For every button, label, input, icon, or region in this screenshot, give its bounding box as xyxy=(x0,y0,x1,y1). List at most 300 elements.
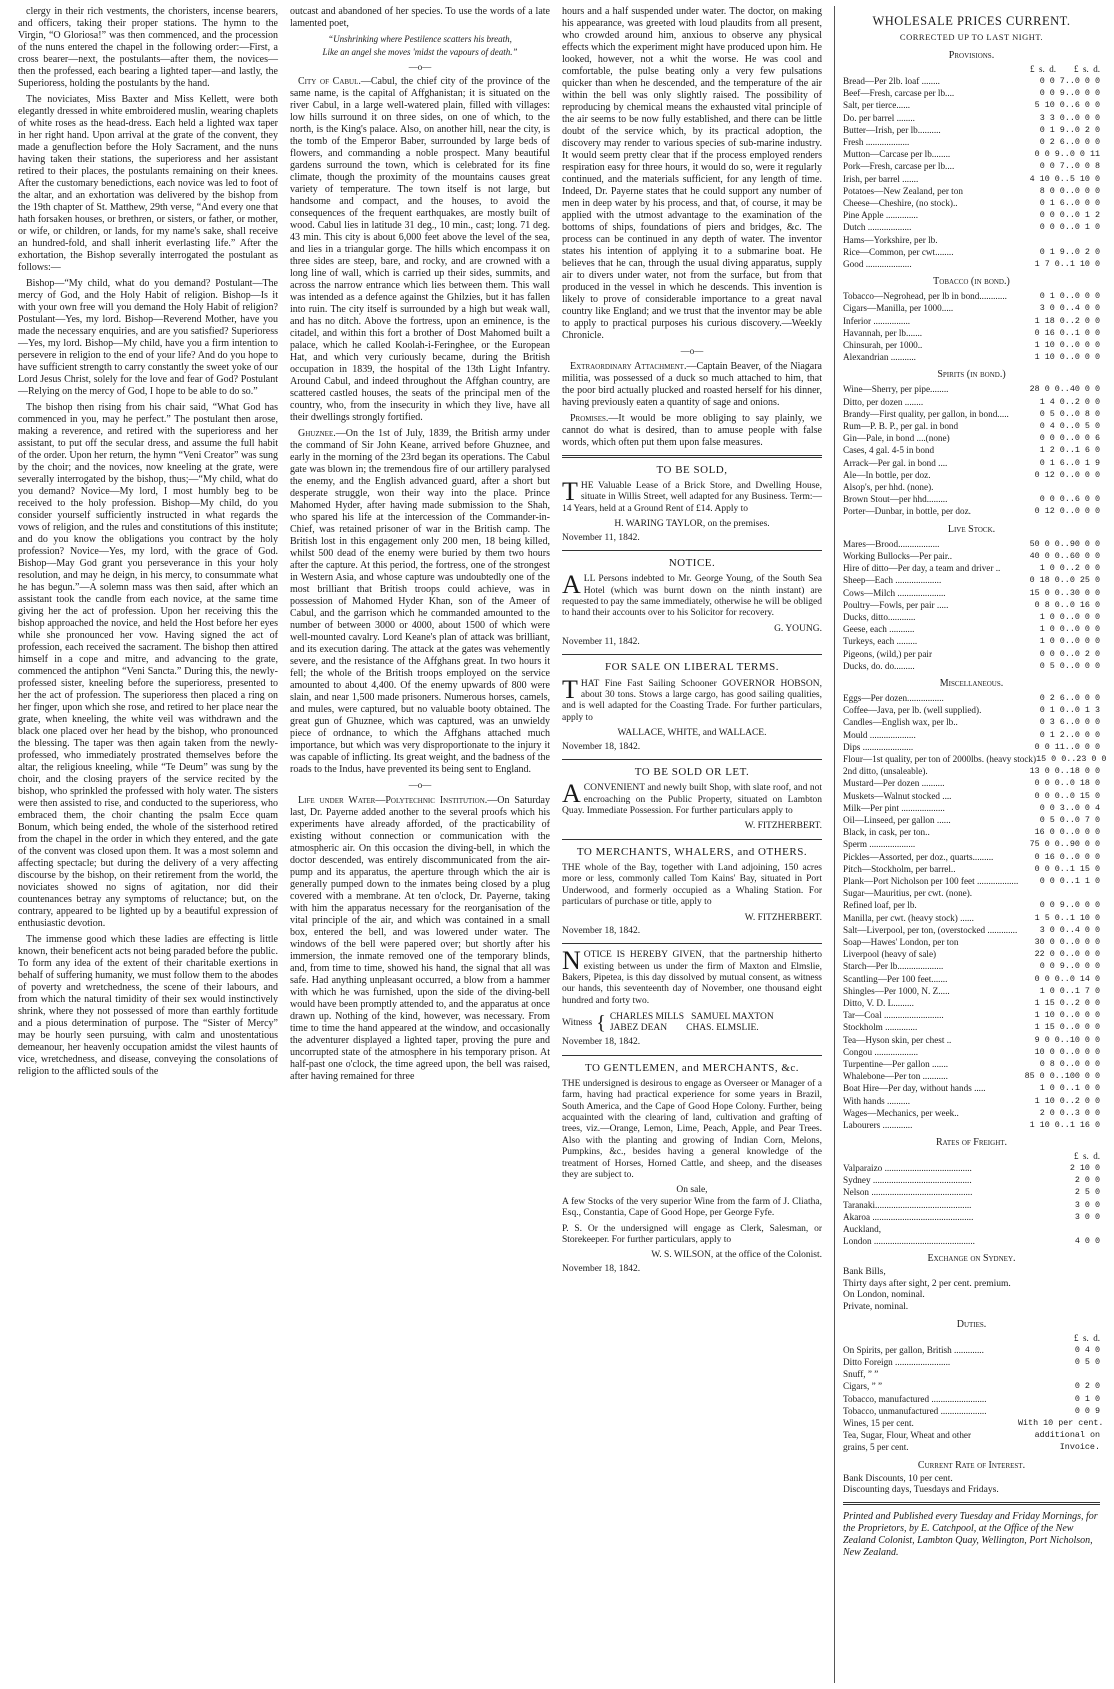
price-label: Tobacco—Negrohead, per lb in bond............ xyxy=(843,291,1007,302)
price-value: 1 0 0..0 0 0 xyxy=(1039,636,1100,647)
price-value: 1 10 0..1 16 0 xyxy=(1029,1120,1100,1131)
witness-names xyxy=(610,1012,774,1035)
text-line: Bank Bills, xyxy=(843,1267,886,1278)
price-row xyxy=(843,383,1100,395)
advert-title: TO GENTLEMEN, and MERCHANTS, &c. xyxy=(584,1061,800,1074)
price-row xyxy=(843,209,1100,221)
price-value: 1 5 0..1 10 0 xyxy=(1034,912,1100,923)
price-row xyxy=(843,716,1100,728)
price-value: 0 0 9..0 0 0 xyxy=(1039,88,1100,99)
price-value xyxy=(1018,887,1100,899)
price-label: Refined loaf, per lb. xyxy=(843,900,917,911)
price-label: Tobacco, manufactured ........................ xyxy=(843,1393,987,1404)
column-1 xyxy=(18,6,278,1683)
price-value: 1 10 0..0 0 0 xyxy=(1034,1010,1100,1021)
advert-date: November 18, 1842. xyxy=(562,741,641,752)
advert-merchants-whalers xyxy=(562,846,822,938)
price-label: Ditto, V. D. L......... xyxy=(843,998,914,1008)
exchange-list xyxy=(843,1267,1100,1313)
price-value: 22 0 0..0 0 0 xyxy=(1034,949,1100,960)
price-label: Pigeons, (wild,) per pair xyxy=(843,648,933,659)
price-row xyxy=(843,1235,1100,1247)
price-row xyxy=(843,160,1100,172)
price-value: 0 1 6..0 0 0 xyxy=(1039,198,1100,209)
price-row xyxy=(843,1211,1100,1223)
price-value: 30 0 0..0 0 0 xyxy=(1034,936,1100,947)
price-row xyxy=(843,729,1100,741)
article-paragraph: Bishop—“My child, what do you demand? Postulant—The mercy of God, and the Holy Habit of religion. Bishop—Is it with your own free will you demand the Holy Habit of religion? Postulant—Yes, my lord. Bishop—Reverend Mother, have you made the necessary enquiries, and are you satisfied? Superioress—Yes, my lord. Bishop—My child, have you a firm intention to persevere in religion to the end of your life? And do you hope to have sufficient strength to carry constantly the sweet yoke of our Lord Jesus Christ, solely for the love and fear of God? Postulant—Relying on the mercy of God, I hope to be able to do so.” xyxy=(18,278,278,397)
price-value: 2 5 0 xyxy=(1074,1187,1100,1198)
price-label: Manilla, per cwt. (heavy stock) ...... xyxy=(843,912,974,923)
article-body: —Captain Beaver, of the Niagara militia, was possessed of a duck so much attached to him, that the poor bird actually plucked and roasted herself for his dinner, having previously eaten a quantity of sage and onions. xyxy=(562,360,822,408)
price-row xyxy=(843,851,1100,863)
price-label: Dips ...................... xyxy=(843,741,914,752)
price-label: Mares—Brood.................. xyxy=(843,538,940,549)
price-label: Stockholm .............. xyxy=(843,1022,918,1033)
price-label: Havannah, per lb....... xyxy=(843,327,923,338)
price-label: Pickles—Assorted, per doz., quarts......... xyxy=(843,851,994,862)
price-row xyxy=(843,863,1100,875)
price-value: 0 1 9..0 2 0 xyxy=(1039,124,1100,135)
price-row xyxy=(843,258,1100,270)
advert-for-sale xyxy=(562,661,822,753)
rule xyxy=(562,839,822,840)
price-row xyxy=(843,623,1100,635)
price-row xyxy=(843,1186,1100,1198)
price-label: Auckland, xyxy=(843,1224,882,1235)
price-value: 3 0 0..4 0 0 xyxy=(1039,303,1100,314)
price-row xyxy=(843,802,1100,814)
price-value: 0 0 0..0 1 0 xyxy=(1039,222,1100,233)
advert-signature: H. WARING TAYLOR, on the premises. xyxy=(614,519,770,530)
price-label: Taranaki.......................................... xyxy=(843,1199,972,1210)
price-value: 15 0 0..30 0 0 xyxy=(1029,587,1100,598)
price-row xyxy=(843,1223,1100,1235)
price-row xyxy=(843,136,1100,148)
price-row xyxy=(843,587,1100,599)
price-label: Plank—Port Nicholson per 100 feet .................. xyxy=(843,875,1019,886)
price-label: Cigars—Manilla, per 1000..... xyxy=(843,303,954,314)
price-value: 0 0 0..0 15 0 xyxy=(1034,790,1100,801)
price-label: Dutch ................... xyxy=(843,222,912,233)
price-value: 4 0 0 xyxy=(1074,1236,1100,1247)
price-row xyxy=(843,221,1100,233)
price-value: 2 0 0..3 0 0 xyxy=(1039,1107,1100,1118)
price-value: 0 0 0..0 14 0 xyxy=(1034,973,1100,984)
price-row xyxy=(843,648,1100,660)
price-row xyxy=(843,635,1100,647)
price-label: Candles—English wax, per lb.. xyxy=(843,717,958,728)
price-label: Pitch—Stockholm, per barrel.. xyxy=(843,863,956,874)
section-heading: Miscellaneous. xyxy=(939,677,1004,689)
advert-date: November 18, 1842. xyxy=(562,925,641,936)
currency-header: £ s. d. xyxy=(1073,1151,1100,1162)
price-row xyxy=(843,1021,1100,1033)
price-label: Eggs—Per dozen................ xyxy=(843,692,944,703)
price-value: 13 0 0..18 0 0 xyxy=(1029,766,1100,777)
price-label: Ditto, per dozen ........ xyxy=(843,396,924,407)
prices-subtitle: CORRECTED UP TO LAST NIGHT. xyxy=(899,32,1044,42)
price-value: 0 0 9..0 0 11 xyxy=(1034,149,1100,160)
price-value: 1 10 0..0 0 0 xyxy=(1034,340,1100,351)
advert-body: LL Persons indebted to Mr. George Young, of the South Sea Hotel (which was burnt down on the ninth instant) are requested to pay the same immediately, otherwise he will be obliged to hand their accounts over to his Solicitor for recovery. xyxy=(562,574,822,619)
price-label: Brown Stout—per hhd......... xyxy=(843,494,948,505)
tobacco-list xyxy=(843,290,1100,363)
price-value xyxy=(1018,1223,1100,1235)
price-row xyxy=(843,481,1100,493)
section-heading: Rates of Freight. xyxy=(935,1137,1008,1149)
drop-cap: N xyxy=(562,946,581,976)
price-row xyxy=(843,550,1100,562)
price-row xyxy=(843,75,1100,87)
price-row xyxy=(843,1119,1100,1131)
price-label: Chinsurah, per 1000.. xyxy=(843,340,923,351)
rule xyxy=(562,759,822,760)
advert-signature: W. FITZHERBERT. xyxy=(744,912,822,923)
price-row xyxy=(843,741,1100,753)
price-label: On Spirits, per gallon, British ............. xyxy=(843,1344,984,1355)
price-label: Turkeys, each ......... xyxy=(843,636,918,647)
advert-title: FOR SALE ON LIBERAL TERMS. xyxy=(604,661,780,674)
price-row xyxy=(843,87,1100,99)
price-row xyxy=(843,973,1100,985)
price-label: Turpentine—Per gallon ....... xyxy=(843,1059,949,1070)
price-value: 0 1 9..0 2 0 xyxy=(1039,246,1100,257)
price-row xyxy=(843,302,1100,314)
advert-subhead: On sale, xyxy=(676,1185,708,1196)
price-row xyxy=(843,562,1100,574)
price-row xyxy=(843,315,1100,327)
price-row xyxy=(843,396,1100,408)
advert-title: NOTICE. xyxy=(668,556,716,569)
price-row xyxy=(843,327,1100,339)
price-label: Milk—Per pint ................... xyxy=(843,802,945,813)
price-row xyxy=(843,1393,1100,1405)
price-value: 1 0 0..0 0 0 xyxy=(1039,624,1100,635)
price-value: 0 4 0..0 5 0 xyxy=(1039,421,1100,432)
price-label: Sydney ........................................... xyxy=(843,1175,972,1186)
price-label: Geese, each ........... xyxy=(843,624,915,635)
price-label: Shingles—Per 1000, N. Z..... xyxy=(843,985,950,996)
price-value: 1 0 0..0 0 0 xyxy=(1039,611,1100,622)
price-label: London ............................................ xyxy=(843,1236,975,1247)
price-row xyxy=(843,148,1100,160)
price-row xyxy=(843,1429,1100,1441)
price-row xyxy=(843,420,1100,432)
section-heading: Current Rate of Interest. xyxy=(917,1459,1026,1471)
price-label: Labourers ............. xyxy=(843,1120,913,1131)
price-value: 0 0 7..0 0 0 xyxy=(1039,75,1100,86)
price-value: 1 2 0..1 6 0 xyxy=(1039,445,1100,456)
currency-header: £ s. d. xyxy=(1073,1333,1100,1344)
article-paragraph: clergy in their rich vestments, the choristers, incense bearers, and officers, taking their proper stations. The hymn to the Virgin, “O Gloriosa!” was then commenced, and the procession of the nuns entered the chapel in the following order:—First, a cross bearer—next, the postulants—after them, the novices—then the professed, each bearing a lighted taper—and lastly, the Superioress, holding the postulants by the hand. xyxy=(18,6,278,89)
article-attachment xyxy=(562,361,822,409)
price-row xyxy=(843,1344,1100,1356)
poem-line: Like an angel she moves 'midst the vapours of death.” xyxy=(322,46,518,57)
article-ghuznee xyxy=(290,428,550,776)
price-label: Potatoes—New Zealand, per ton xyxy=(843,185,963,196)
witness-label: Witness xyxy=(562,1017,593,1028)
price-label: Alexandrian ........... xyxy=(843,352,916,363)
price-row xyxy=(843,887,1100,899)
price-row xyxy=(843,1107,1100,1119)
price-label: Good .................... xyxy=(843,259,912,270)
price-label: Liverpool (heavy of sale) xyxy=(843,949,937,960)
price-value: 0 1 0 xyxy=(1074,1393,1100,1404)
separator: —o— xyxy=(680,346,704,356)
price-value: 0 5 0 xyxy=(1074,1357,1100,1368)
price-label: Congou ................... xyxy=(843,1046,919,1057)
price-label: Tar—Coal .......................... xyxy=(843,1010,944,1021)
price-value: 1 18 0..2 0 0 xyxy=(1034,315,1100,326)
price-label: Oil—Linseed, per gallon ...... xyxy=(843,814,951,825)
price-value: With 10 per cent. xyxy=(1018,1418,1104,1429)
price-row xyxy=(843,1405,1100,1417)
advert-title: TO BE SOLD OR LET. xyxy=(634,766,750,778)
brace-icon: { xyxy=(596,1012,606,1035)
price-row xyxy=(843,753,1107,765)
price-row xyxy=(843,538,1100,550)
article-body: —It would be more obliging to say plainly, we cannot do what is desired, than to amuse people with false words, which often put them upon false measures. xyxy=(562,412,822,448)
price-label: Ducks, ditto............ xyxy=(843,611,916,622)
article-heading: City of Cabul. xyxy=(298,76,361,88)
advert-sold-or-let xyxy=(562,766,822,833)
price-value: 0 3 6..0 0 0 xyxy=(1039,717,1100,728)
drop-cap: T xyxy=(562,476,578,506)
price-value: 0 1 2..0 0 0 xyxy=(1039,729,1100,740)
price-label: Butter—Irish, per lb.......... xyxy=(843,124,941,135)
price-value: 0 5 0..0 7 0 xyxy=(1039,814,1100,825)
price-row xyxy=(843,838,1100,850)
price-label: Starch—Per lb.................... xyxy=(843,961,944,972)
price-label: Working Bullocks—Per pair.. xyxy=(843,550,952,561)
price-value: 3 0 0..4 0 0 xyxy=(1039,924,1100,935)
text-line: Discounting days, Tuesdays and Fridays. xyxy=(843,1485,999,1496)
section-heading: Provisions. xyxy=(948,50,995,62)
price-label: Black, in cask, per ton.. xyxy=(843,827,930,838)
price-value: 3 3 0..0 0 0 xyxy=(1039,112,1100,123)
price-label: Cows—Milch ..................... xyxy=(843,587,946,598)
price-label: Mustard—Per dozen .......... xyxy=(843,778,945,789)
price-label: Gin—Pale, in bond ....(none) xyxy=(843,433,950,444)
price-label: Cheese—Cheshire, (no stock).. xyxy=(843,198,958,209)
price-label: Valparaizo ...................................... xyxy=(843,1163,972,1174)
price-value: 0 18 0..0 25 0 xyxy=(1029,575,1100,586)
price-row xyxy=(843,1034,1100,1046)
rule xyxy=(562,550,822,551)
price-label: Sperm .................... xyxy=(843,839,916,850)
advert-body: A few Stocks of the very superior Wine from the farm of J. Cliatha, Esq., Constantia, Cape of Good Hope, per George Fyfe. xyxy=(562,1196,822,1219)
rule xyxy=(562,654,822,655)
drop-cap: A xyxy=(562,570,581,600)
advert-body: P. S. Or the undersigned will engage as Clerk, Salesman, or Storekeeper. For further particulars, apply to xyxy=(562,1223,822,1245)
text-line: On London, nominal. xyxy=(843,1290,925,1301)
price-value: 1 15 0..0 0 0 xyxy=(1034,1022,1100,1033)
price-row xyxy=(843,1174,1100,1186)
price-row xyxy=(843,1162,1100,1174)
price-value: Invoice. xyxy=(1059,1442,1100,1453)
price-value: 0 0 11..0 0 0 xyxy=(1034,741,1100,752)
price-value: 0 0 0..1 15 0 xyxy=(1034,863,1100,874)
price-value: 0 8 0..0 16 0 xyxy=(1034,599,1100,610)
price-label: Scantling—Per 100 feet....... xyxy=(843,973,948,984)
price-label: Irish, per barrel ....... xyxy=(843,173,919,184)
price-row xyxy=(843,997,1100,1009)
price-row xyxy=(843,234,1100,246)
article-paragraph: outcast and abandoned of her species. To use the words of a late lamented poet, xyxy=(290,6,550,29)
price-row xyxy=(843,1046,1100,1058)
price-value: 0 1 0..0 0 0 xyxy=(1039,291,1100,302)
price-value: 1 0 0..2 0 0 xyxy=(1039,563,1100,574)
text-line: Thirty days after sight, 2 per cent. premium. xyxy=(843,1278,1011,1289)
price-row xyxy=(843,339,1100,351)
price-value: 3 0 0 xyxy=(1074,1199,1100,1210)
price-value: 0 1 0..0 1 3 xyxy=(1039,705,1100,716)
price-label: Salt—Liverpool, per ton, (overstocked ............. xyxy=(843,924,1018,935)
price-row xyxy=(843,173,1100,185)
interest-list xyxy=(843,1474,1100,1497)
price-value: 0 0 9 xyxy=(1074,1405,1100,1416)
price-value: 0 5 0..0 0 0 xyxy=(1039,660,1100,671)
price-value: 0 1 6..0 1 9 xyxy=(1039,457,1100,468)
price-row xyxy=(843,99,1100,111)
price-row xyxy=(843,1058,1100,1070)
price-value: 0 4 0 xyxy=(1074,1344,1100,1355)
price-label: Bread—Per 2lb. loaf ........ xyxy=(843,75,940,86)
price-value: 15 0 0..23 0 0 xyxy=(1036,753,1107,764)
rule xyxy=(562,1055,822,1056)
price-value: 1 7 0..1 10 0 xyxy=(1034,259,1100,270)
price-value: 2 10 0 xyxy=(1069,1163,1100,1174)
price-label: Arrack—Per gal. in bond .... xyxy=(843,457,948,468)
price-value: 0 8 0..0 0 0 xyxy=(1039,1059,1100,1070)
price-row xyxy=(843,611,1100,623)
text-line: Private, nominal. xyxy=(843,1301,909,1312)
price-row xyxy=(843,246,1100,258)
article-paragraph: The bishop then rising from his chair said, “What God has commenced in you, may he perfect.” The postulant then arose, making a reverence, and retired with the superioress and her assistant, to put off the secular dress, and assume the full habit of the order. Upon her return, the hymn “Veni Creator” was sung by the choir; and the novices, now kneeling at the grate, were severally interrogated by the bishop, thus;—“My child, what do you demand? Novice—My lord, I most humbly beg to be received to the holy profession. Bishop—My child, do you consider yourself sufficiently instructed in what regards the vows of religion, and the rules and constitutions of this institute; and do you know the obligations you contract by the holy profession? Novice—Yes, my lord, with the grace of God. Bishop—May God grant you perseverance in this your holy resolution, and may he deign, in his mercy, to consummate what he has begun.”—A solemn mass was then said, after which an assistant took the candle from each novice, at the same time giving her the act of profession. Upon her receiving this the bishop approached the novice, and held the Host before her eyes while she pronounced her vow. Having signed the act of profession, each received the sacrament. The bishop then attired himself in a cope and mitre, and advancing to the grate, commenced the antiphon “Veni Sancta.” During this, the newly-professed sister, kneeling before the superioress, presented to her the act of profession. The superioress then placed a ring on her finger, upon which she rose, and retired to her place near the grate, when kneeling, the white veil was withdrawn and the black one placed over her head by the bishop, who pronounced the blessing. The taper was then again taken from the newly-professed, who immediately prostrated themselves before the altar, the religious kneeling, while “Te Deum” was sung by the choir, and the closing prayers of the service recited by the bishop, who sprinkled the professed with holy water. The sisters were then assisted to rise, and conducted to the superioress, who embraced them, the choir chanting the psalm Ecce quam Bonum, which being ended, the whole of the sisterhood retired from the chapel in the order in which they entered, and the gate of the convent was closed upon them. It was a most solemn and affecting spectacle; but during the delivery of a very affecting discourse by the bishop, on their retirement from the world, the noviciates showed no signs of agitation, nor did their countenances betray any symptoms of reluctance; but, on the contrary, appeared to be lighted up by a beautiful expression of enthusiastic devotion. xyxy=(18,402,278,929)
price-label: Wine—Sherry, per pipe........ xyxy=(843,384,949,395)
price-value: 1 4 0..2 0 0 xyxy=(1039,396,1100,407)
price-label: Ducks, do. do......... xyxy=(843,660,915,671)
price-value xyxy=(1018,481,1100,493)
price-value: 1 0 0..1 0 0 xyxy=(1039,1083,1100,1094)
price-value: 28 0 0..40 0 0 xyxy=(1029,384,1100,395)
advert-title: TO BE SOLD, xyxy=(656,463,728,476)
price-value: 85 0 0..100 0 0 xyxy=(1024,1071,1100,1082)
price-label: Mould .................... xyxy=(843,729,916,740)
price-row xyxy=(843,660,1100,672)
price-label: Brandy—First quality, per gallon, in bond..... xyxy=(843,408,1009,419)
price-row xyxy=(843,1356,1100,1368)
price-value: 0 0 0..0 2 0 xyxy=(1039,648,1100,659)
article-promises xyxy=(562,413,822,449)
drop-cap: A xyxy=(562,779,581,809)
price-label: Pine Apple .............. xyxy=(843,210,919,221)
price-row xyxy=(843,875,1100,887)
price-label: Fresh ................... xyxy=(843,137,910,147)
drop-cap: T xyxy=(562,674,578,704)
price-row xyxy=(843,505,1100,517)
price-row xyxy=(843,790,1100,802)
price-row xyxy=(843,826,1100,838)
article-paragraph: The noviciates, Miss Baxter and Miss Kellett, were both elegantly dressed in white embroidered muslin, wearing chaplets of white roses as the head-dress. Each held a lighted wax taper in her right hand. Upon arrival at the grate of the convent, they made a genuflection before the Holy Sacrament, and the nuns having taken their stations, the superioress and her assistant retired to their places, the postulants remaining on their knees. After the customary benedictions, each novice was led to foot of the altar, and an exhortation was delivered by the bishop from the 19th chapter of St. Matthew, 29th verse, “And every one that hath forsaken houses, or brethren, or sisters, or father, or mother, or wife, or children, or lands, for my name's sake, shall receive an hundred-fold, and shall inherit everlasting life.” After the exhortation, the Bishop severally interrogated the postulant as follows:— xyxy=(18,94,278,273)
price-row xyxy=(843,493,1100,505)
article-body: —Cabul, the chief city of the province of the same name, is the capital of Affghanistan; it is situated on the river Cabul, in a large well-watered plain, filled with villages: low hills surround it on three sides, on one of which, to the north, is the King's palace. Also, on another hill, near the city, is the tomb of the Emperor Baber, surrounded by large beds of flowers, and commanding a noble prospect. Many beautiful gardens surround the town, which is celebrated for its fine climate, though the proximity of the mountains causes great variety of temperature. The town itself is not large, but handsome and compact, and the houses, to avoid the consequences of the frequent earthquakes, are mostly built of wood. Cabul lies in latitude 31 deg., 10 min., cast; long. 71 deg. 43 min. This city is about 6,000 feet above the level of the sea, and lies in a triangular gorge. The hills which encompass it on three sides are steep, bare, and rocky, and are crowned with a long line of wall, which is carried up their sides, summits, and across the narrow entrance which lies between them. This wall was intended as a defence against the Ghilzies, but it has fallen into ruin. The city itself is surrounded by a high but weak wall, and has no ditch. Above the fortress, upon an eminence, is the citadel, and within this fort a brother of Dost Mahomed built a palace, which he called Koolah-i-Feringhee, or the European Hat, and which very curiously became, during the British occupation in 1839, the hospital of the 13th Light Infantry. Around Cabul, and indeed throughout the Affghan country, are scattered castled houses, the seats of the principal men of the country, who, from the insecurity in which they live, have all their dwellings strongly fortified. xyxy=(290,76,550,424)
price-row xyxy=(843,1380,1100,1392)
advert-signature: W. S. WILSON, at the office of the Colonist. xyxy=(651,1250,822,1261)
advert-date: November 18, 1842. xyxy=(562,1263,641,1274)
price-row xyxy=(843,112,1100,124)
price-value: 0 12 0..0 0 0 xyxy=(1034,469,1100,480)
price-label: Boat Hire—Per day, without hands ..... xyxy=(843,1083,986,1094)
advert-partnership-notice xyxy=(562,946,822,1048)
price-label: Pork—Fresh, carcase per lb.... xyxy=(843,161,955,172)
advert-body: HE Valuable Lease of a Brick Store, and Dwelling House, situate in Willis Street, well adapted for any Business. Term:—14 Years, held at a Ground Rent of £14. Apply to xyxy=(562,480,822,514)
price-label: Cases, 4 gal. 4-5 in bond xyxy=(843,445,935,456)
advert-body: OTICE IS HEREBY GIVEN, that the partnership hitherto existing between us under the firm of Maxton and Elmslie, Bakers, Pipetea, is this day dissolved by mutual consent, as witness our hands, this seventeenth day of November, one thousand eight hundred and forty two. xyxy=(562,950,822,1006)
price-label: Salt, per tierce...... xyxy=(843,100,911,111)
freight-list xyxy=(843,1162,1100,1247)
price-label: Ale—In bottle, per doz. xyxy=(843,469,931,480)
price-row xyxy=(843,814,1100,826)
price-label: Flour—1st quality, per ton of 2000lbs. (heavy stock) xyxy=(843,753,1037,764)
section-heading: Live Stock. xyxy=(947,523,996,535)
price-label: Coffee—Java, per lb. (well supplied). xyxy=(843,705,982,716)
price-row xyxy=(843,574,1100,586)
price-value: 0 12 0..0 0 0 xyxy=(1034,506,1100,517)
price-label: Soap—Hawes' London, per ton xyxy=(843,936,959,947)
price-value xyxy=(1018,1368,1100,1380)
article-paragraph: hours and a half suspended under water. The doctor, on making his appearance, was greeted with loud plaudits from all present, who crowded around him, anxious to observe any physical effects which the experiment might have produced upon him. He looked, however, not a whit the worse. He was cool and comfortable, the pulse beating only a very few pulsations quicker than when he descended, and the temperature of the air within the bell was only slightly raised. The possibility of reproducing by chemical means the exhausted vital principle of the air seems to be now fully established, and there can be little doubt of the service which, by its practical adoption, the discovery may render to various species of sub-marine industry. It would seem pretty clear that if the process employed renders respiration easy for three hours, it would do so, were it regularly continued, and the materials sufficient, for any length of time. Indeed, Dr. Payerne states that he could support any number of men in deep water by his process, and that, of course, it may be applied with the utmost advantage to the examination of the bottoms of ships, foundations of piers and bridges, &c. The process can be continued in any depth of water. The inventor states his intention of applying it to a submarine boat. He believes that he can, through the usual diving apparatus, supply air to divers under water, not from the surface, but from that produced in the vessel in which he descends. This invention is likely to prove of considerable importance to a great naval country like England; and we trust that the inventor may be able to apply to practical purposes his curious discovery.—Weekly Chronicle. xyxy=(562,6,822,341)
price-label: Tea, Sugar, Flour, Wheat and other xyxy=(843,1430,972,1441)
price-value: 0 0 0..6 0 0 xyxy=(1039,494,1100,505)
price-value: 16 0 0..0 0 0 xyxy=(1034,827,1100,838)
price-label: Cigars, ” ” xyxy=(843,1381,883,1392)
price-label: grains, 5 per cent. xyxy=(843,1442,909,1453)
price-row xyxy=(843,408,1100,420)
advert-date: November 11, 1842. xyxy=(562,532,640,543)
article-cabul xyxy=(290,76,550,424)
price-label: Poultry—Fowls, per pair ..... xyxy=(843,599,949,610)
price-row xyxy=(843,936,1100,948)
witness-names-line: CHARLES MILLS SAMUEL MAXTON xyxy=(609,1011,774,1022)
advert-signature: WALLACE, WHITE, and WALLACE. xyxy=(617,728,767,739)
price-row xyxy=(843,1095,1100,1107)
article-heading: Life under Water—Polytechnic Institution. xyxy=(298,795,488,807)
price-row xyxy=(843,1441,1100,1453)
price-label: Whalebone—Per ton ........... xyxy=(843,1071,948,1082)
price-value: 0 16 0..1 0 0 xyxy=(1034,327,1100,338)
price-value: 4 10 0..5 10 0 xyxy=(1029,173,1100,184)
price-label: Sugar—Mauritius, per cwt. (none). xyxy=(843,888,973,899)
column-2 xyxy=(290,6,550,1683)
price-label: Rum—P. B. P., per gal. in bond xyxy=(843,421,959,432)
price-row xyxy=(843,960,1100,972)
price-label: Wages—Mechanics, per week.. xyxy=(843,1107,959,1118)
price-row xyxy=(843,290,1100,302)
price-value: 0 0 3..0 0 4 xyxy=(1039,802,1100,813)
price-value: additional on xyxy=(1034,1430,1100,1441)
livestock-list xyxy=(843,538,1100,672)
witness-names-line: JABEZ DEAN CHAS. ELMSLIE. xyxy=(609,1023,759,1034)
price-row xyxy=(843,444,1100,456)
price-label: Snuff, ” ” xyxy=(843,1369,879,1380)
price-value: 0 0 0..0 0 6 xyxy=(1039,433,1100,444)
separator: —o— xyxy=(408,61,432,72)
article-life-under-water xyxy=(290,795,550,1083)
price-value: 10 0 0..0 0 0 xyxy=(1034,1046,1100,1057)
section-heading: Spirits (in bond.) xyxy=(937,369,1006,381)
